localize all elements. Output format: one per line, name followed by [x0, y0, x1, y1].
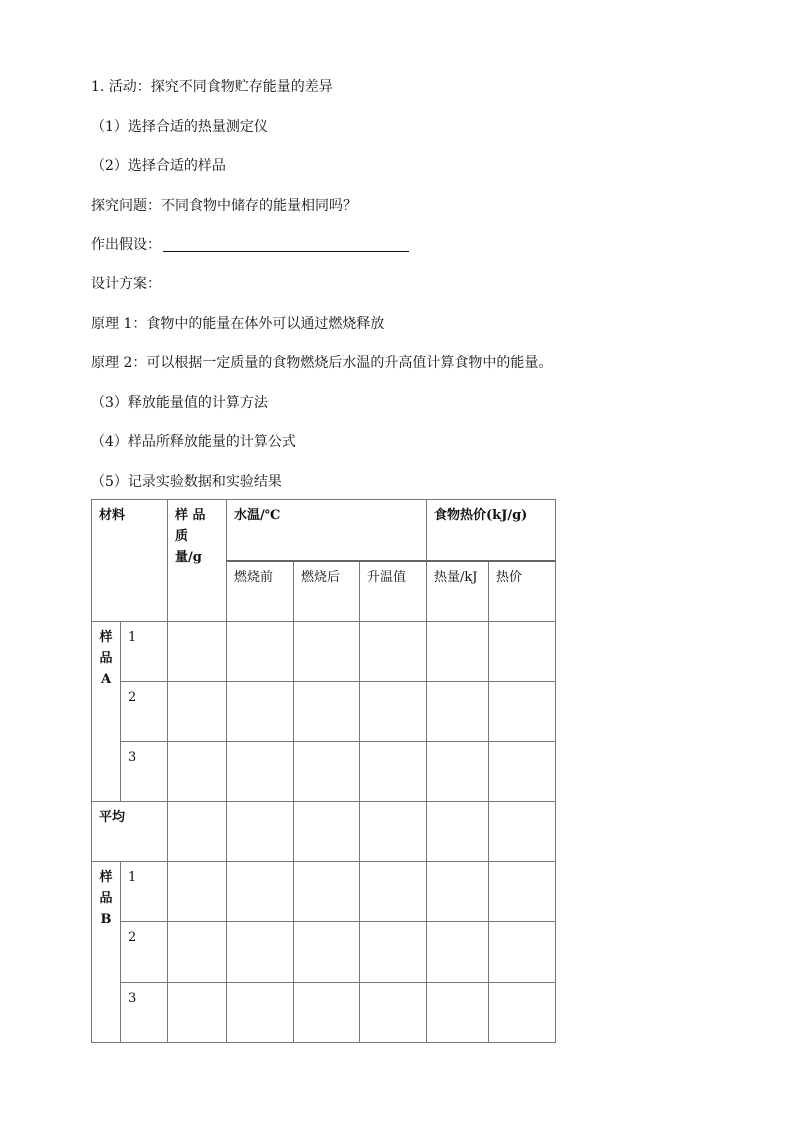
cell[interactable] — [294, 742, 360, 802]
cell[interactable] — [168, 622, 227, 682]
cell[interactable] — [227, 862, 294, 922]
hypothesis-line — [91, 236, 409, 254]
step-3: （3）释放能量值的计算方法 — [91, 395, 268, 411]
header-food-calorific: 食物热价(kJ/g) — [427, 500, 556, 561]
cell[interactable] — [168, 862, 227, 922]
cell[interactable] — [427, 862, 489, 922]
table-row — [92, 742, 556, 802]
cell[interactable] — [294, 922, 360, 983]
hypothesis-label: 作出假设： — [91, 237, 161, 253]
cell[interactable] — [489, 922, 556, 983]
cell[interactable] — [427, 682, 489, 742]
cell[interactable] — [360, 802, 427, 862]
row-number: 1 — [121, 622, 168, 682]
cell[interactable] — [227, 742, 294, 802]
average-label: 平均 — [92, 802, 168, 862]
principle-2: 原理 2：可以根据一定质量的食物燃烧后水温的升高值计算食物中的能量。 — [91, 355, 553, 371]
cell[interactable] — [168, 742, 227, 802]
cell[interactable] — [427, 983, 489, 1043]
cell[interactable] — [360, 682, 427, 742]
table-row — [92, 862, 556, 922]
step-5: （5）记录实验数据和实验结果 — [91, 474, 282, 490]
table-row — [92, 682, 556, 742]
row-number: 3 — [121, 742, 168, 802]
table-row-average — [92, 802, 556, 862]
subheader-calorific: 热价 — [489, 561, 556, 622]
cell[interactable] — [227, 622, 294, 682]
table-row — [92, 622, 556, 682]
row-number: 1 — [121, 862, 168, 922]
step-2: （2）选择合适的样品 — [91, 158, 226, 174]
cell[interactable] — [427, 922, 489, 983]
cell[interactable] — [294, 682, 360, 742]
header-sample-mass-line2: 量/g — [175, 550, 202, 565]
cell[interactable] — [360, 862, 427, 922]
cell[interactable] — [360, 622, 427, 682]
cell[interactable] — [489, 862, 556, 922]
cell[interactable] — [294, 802, 360, 862]
cell[interactable] — [427, 802, 489, 862]
cell[interactable] — [168, 802, 227, 862]
row-number: 2 — [121, 682, 168, 742]
cell[interactable] — [360, 922, 427, 983]
cell[interactable] — [360, 742, 427, 802]
sample-a-label: 样 品 A — [92, 622, 121, 802]
header-sample-mass — [168, 500, 227, 622]
subheader-after-burning: 燃烧后 — [294, 561, 360, 622]
cell[interactable] — [489, 983, 556, 1043]
cell[interactable] — [489, 802, 556, 862]
research-question: 探究问题：不同食物中储存的能量相同吗？ — [91, 198, 357, 214]
cell[interactable] — [227, 802, 294, 862]
cell[interactable] — [489, 622, 556, 682]
cell[interactable] — [227, 682, 294, 742]
cell[interactable] — [294, 622, 360, 682]
subheader-before-burning: 燃烧前 — [227, 561, 294, 622]
hypothesis-blank[interactable] — [163, 237, 409, 252]
subheader-heat: 热量/kJ — [427, 561, 489, 622]
header-water-temp: 水温/℃ — [227, 500, 427, 561]
cell[interactable] — [294, 983, 360, 1043]
cell[interactable] — [168, 682, 227, 742]
cell[interactable] — [227, 983, 294, 1043]
step-1: （1）选择合适的热量测定仪 — [91, 119, 268, 135]
cell[interactable] — [168, 922, 227, 983]
cell[interactable] — [427, 622, 489, 682]
activity-title: 1. 活动：探究不同食物贮存能量的差异 — [91, 79, 333, 95]
principle-1: 原理 1：食物中的能量在体外可以通过燃烧释放 — [91, 316, 385, 332]
row-number: 2 — [121, 922, 168, 983]
header-material: 材料 — [92, 500, 168, 622]
cell[interactable] — [227, 922, 294, 983]
sample-b-label: 样 品 B — [92, 862, 121, 1043]
cell[interactable] — [168, 983, 227, 1043]
cell[interactable] — [360, 983, 427, 1043]
cell[interactable] — [489, 742, 556, 802]
cell[interactable] — [294, 862, 360, 922]
step-4: （4）样品所释放能量的计算公式 — [91, 434, 296, 450]
table-row — [92, 983, 556, 1043]
row-number: 3 — [121, 983, 168, 1043]
header-sample-mass-line1: 样 品 质 — [175, 508, 206, 544]
subheader-temp-rise: 升温值 — [360, 561, 427, 622]
design-plan: 设计方案： — [91, 276, 161, 292]
cell[interactable] — [427, 742, 489, 802]
record-table — [91, 499, 556, 1043]
cell[interactable] — [489, 682, 556, 742]
table-row — [92, 922, 556, 983]
